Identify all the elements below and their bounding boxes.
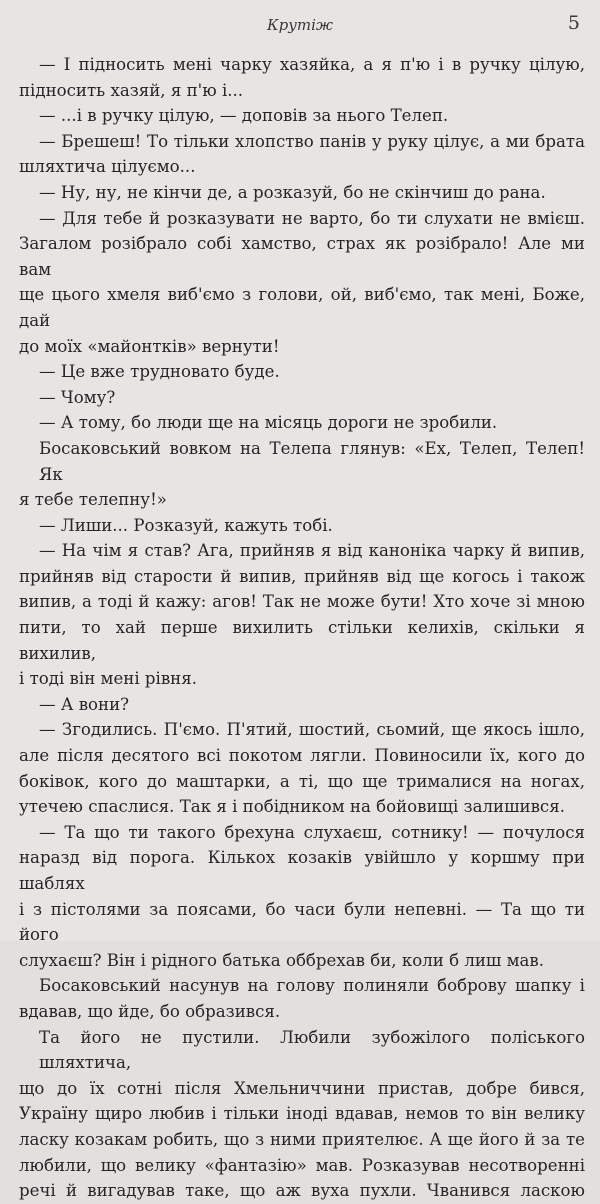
text-line: — Чому? [39,387,116,407]
paragraph [19,359,585,385]
text-line: — Брешеш! То тільки хлопство панів у руку цілує, а ми брата [39,131,585,151]
text-line: випив, а тоді й кажу: агов! Так не може бути! Хто хоче зі мною [19,592,585,612]
text-line: Україну щиро любив і тільки іноді вдавав, немов то він велику [19,1104,585,1124]
paragraph [19,180,585,206]
paragraph [19,206,585,360]
body-text [19,52,585,1204]
text-line: Босаковський вовком на Телепа глянув: «Ех, Телеп, Телеп! Як [39,438,585,484]
text-line: — На чім я став? Ага, прийняв я від каноніка чарку й випив, [39,541,585,561]
text-line: пити, то хай перше вихилить стільки келихів, скільки я вихилив, [19,618,585,663]
text-line: підносить хазяй, я п'ю і... [19,80,244,100]
text-line: слухаєш? Він і рідного батька оббрехав би, коли б лиш мав. [19,950,545,970]
paragraph [19,385,585,411]
text-line: Босаковський насунув на голову полиняли боброву шапку і [39,976,585,996]
text-line: — Для тебе й розказувати не варто, бо ти слухати не вмієш. [39,208,585,228]
text-line: — Ну, ну, не кінчи де, а розказуй, бо не скінчиш до рана. [39,182,546,202]
text-line: і з пістолями за поясами, бо часи були непевні. — Та що ти його [19,899,585,945]
text-line: Загалом розібрало собі хамство, страх як розібрало! Але ми вам [19,234,585,279]
text-line: шляхтича цілуємо... [19,157,196,177]
paragraph [19,129,585,180]
text-line: — Лиши... Розказуй, кажуть тобі. [39,515,333,535]
paragraph [19,103,585,129]
page-header [0,12,600,38]
text-line: прийняв від старости й випив, прийняв від ще когось і також [19,566,585,586]
paragraph [19,973,585,1024]
text-line: я тебе телепну!» [19,490,167,510]
page-number: 5 [567,12,580,34]
text-line: Та його не пустили. Любили зубожілого поліського шляхтича, [39,1027,585,1073]
text-line: до моїх «майонтків» вернути! [19,336,280,356]
text-line: — І підносить мені чарку хазяйка, а я п'ю і в ручку цілую, [39,55,585,74]
text-line: боківок, кого до маштарки, а ті, що ще трималися на ногах, [19,771,585,791]
paragraph [19,1025,585,1204]
paragraph [19,513,585,539]
paragraph [19,436,585,513]
paragraph [19,717,585,819]
text-line: вдавав, що йде, бо образився. [19,1001,281,1021]
text-line: — А тому, бо люди ще на місяць дороги не зробили. [39,413,498,433]
paragraph [19,692,585,718]
paragraph [19,538,585,692]
text-line: любили, що велику «фантазію» мав. Розказував несотворенні [19,1155,585,1175]
text-line: речі й вигадував таке, що аж вуха пухли. Чванився ласкою [19,1181,585,1201]
paragraph [19,410,585,436]
text-line: ще цього хмеля виб'ємо з голови, ой, виб'ємо, так мені, Боже, дай [19,285,585,330]
text-line: що до їх сотні після Хмельниччини пристав, добре бився, [19,1078,585,1098]
text-line: і тоді він мені рівня. [19,669,197,689]
text-line: — Це вже трудновато буде. [39,362,280,382]
text-line: утечею спаслися. Так я і побідником на бойовищі залишився. [19,797,565,817]
text-line: — ...і в ручку цілую, — доповів за нього Телеп. [39,106,449,126]
paragraph [19,52,585,103]
paragraph [19,820,585,974]
text-line: — Згодились. П'ємо. П'ятий, шостий, сьомий, ще якось ішло, [39,720,585,740]
text-line: наразд від порога. Кількох козаків увійшло у коршму при шаблях [19,848,585,893]
text-line: — Та що ти такого брехуна слухаєш, сотнику! — почулося [39,822,585,842]
text-line: ласку козакам робить, що з ними приятелює. А ще його й за те [19,1129,585,1149]
text-line: — А вони? [39,694,130,714]
running-title: Крутіж [267,16,333,34]
text-line: але після десятого всі покотом лягли. Повиносили їх, кого до [19,746,585,766]
